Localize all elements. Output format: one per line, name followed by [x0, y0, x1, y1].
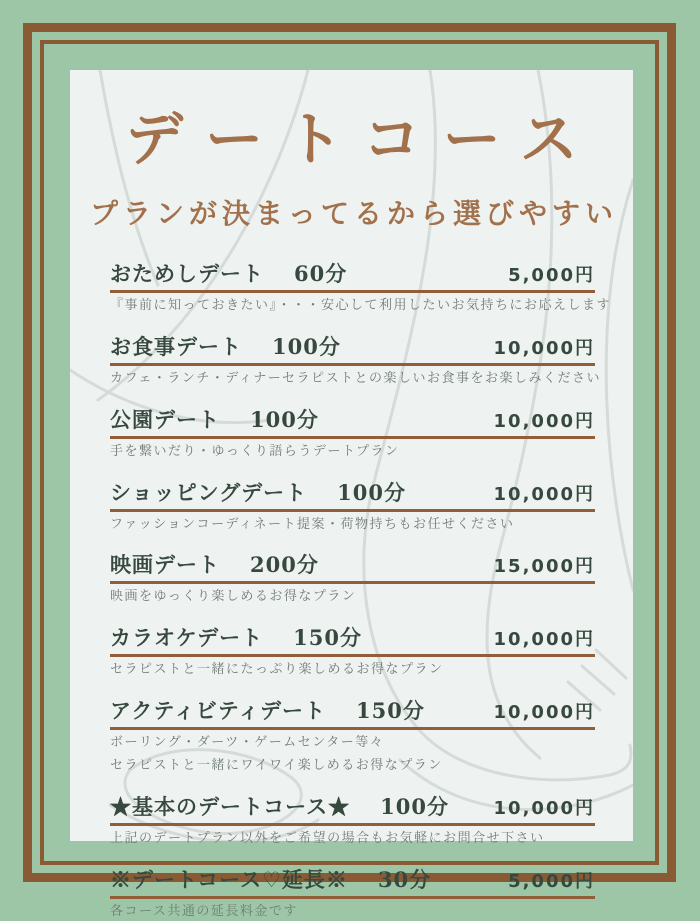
item-description: 上記のデートプラン以外をご希望の場合もお気軽にお問合せ下さい [110, 830, 545, 846]
item-header [110, 622, 595, 657]
menu-item-kihon-course [110, 791, 595, 849]
item-title: ショッピングデート [110, 479, 308, 505]
item-title: ★基本のデートコース★ [110, 793, 351, 819]
menu-item-eiga [110, 549, 595, 607]
item-duration: 150分 [293, 625, 363, 651]
item-price: 10,000円 [493, 797, 595, 819]
item-duration: 60分 [294, 261, 348, 286]
item-header [110, 695, 595, 730]
item-header [110, 331, 595, 366]
item-header [110, 404, 595, 439]
item-price: 10,000円 [493, 702, 595, 724]
item-header [110, 258, 595, 293]
item-title: カラオケデート [110, 625, 264, 651]
menu-card [70, 70, 633, 919]
menu-item-oshokuji [110, 331, 602, 389]
item-title: おためしデート [110, 261, 264, 286]
item-price: 5,000円 [508, 870, 595, 892]
item-header [110, 549, 595, 584]
item-duration: 100分 [272, 333, 341, 359]
item-header [110, 477, 595, 512]
item-description: ファッションコーディネート提案・荷物持ちもお任せください [110, 516, 515, 532]
item-duration: 200分 [250, 552, 319, 578]
item-description: 映画をゆっくり楽しめるお得なプラン [110, 589, 357, 605]
item-header [110, 864, 595, 899]
menu-list [70, 258, 633, 921]
menu-item-kouen [110, 404, 595, 462]
item-title: ※デートコース♡延長※ [110, 866, 348, 892]
item-price: 10,000円 [493, 337, 595, 359]
menu-item-karaoke [110, 622, 595, 680]
item-price: 10,000円 [493, 629, 595, 651]
menu-item-activity [110, 695, 595, 776]
item-duration: 150分 [356, 698, 425, 724]
item-duration: 100分 [337, 479, 407, 505]
item-title: 公園デート [110, 406, 220, 432]
item-title: 映画デート [110, 552, 220, 578]
item-price: 5,000円 [508, 265, 595, 286]
item-description: ボーリング・ダーツ・ゲームセンター等々 [110, 735, 385, 751]
item-header [110, 791, 595, 826]
menu-item-otameshi [110, 258, 612, 316]
item-price: 10,000円 [493, 483, 595, 505]
item-duration: 100分 [380, 793, 449, 819]
item-duration: 100分 [250, 406, 319, 432]
item-description: 『事前に知っておきたい』・・・安心して利用したいお気持ちにお応えします [110, 298, 612, 313]
item-description: セラピストと一緒にたっぷり楽しめるお得なプラン [110, 662, 444, 678]
poster-title: デートコース [125, 105, 600, 173]
item-description: 各コース共通の延長料金です [110, 903, 298, 919]
item-duration: 30分 [377, 866, 432, 892]
item-title: アクティビティデート [110, 698, 327, 724]
item-price: 10,000円 [493, 410, 595, 432]
item-description: 手を繋いだり・ゆっくり語らうデートプラン [110, 443, 400, 459]
menu-item-enchou [110, 864, 595, 921]
item-price: 15,000円 [493, 556, 595, 578]
item-description-line2: セラピストと一緒にワイワイ楽しめるお得なプラン [110, 757, 443, 773]
menu-item-shopping [110, 477, 595, 535]
item-title: お食事デート [110, 333, 242, 359]
poster-subtitle: プランが決まってるから選びやすい [89, 197, 618, 230]
item-description: カフェ・ランチ・ディナーセラピストとの楽しいお食事をお楽しみください [110, 370, 602, 386]
